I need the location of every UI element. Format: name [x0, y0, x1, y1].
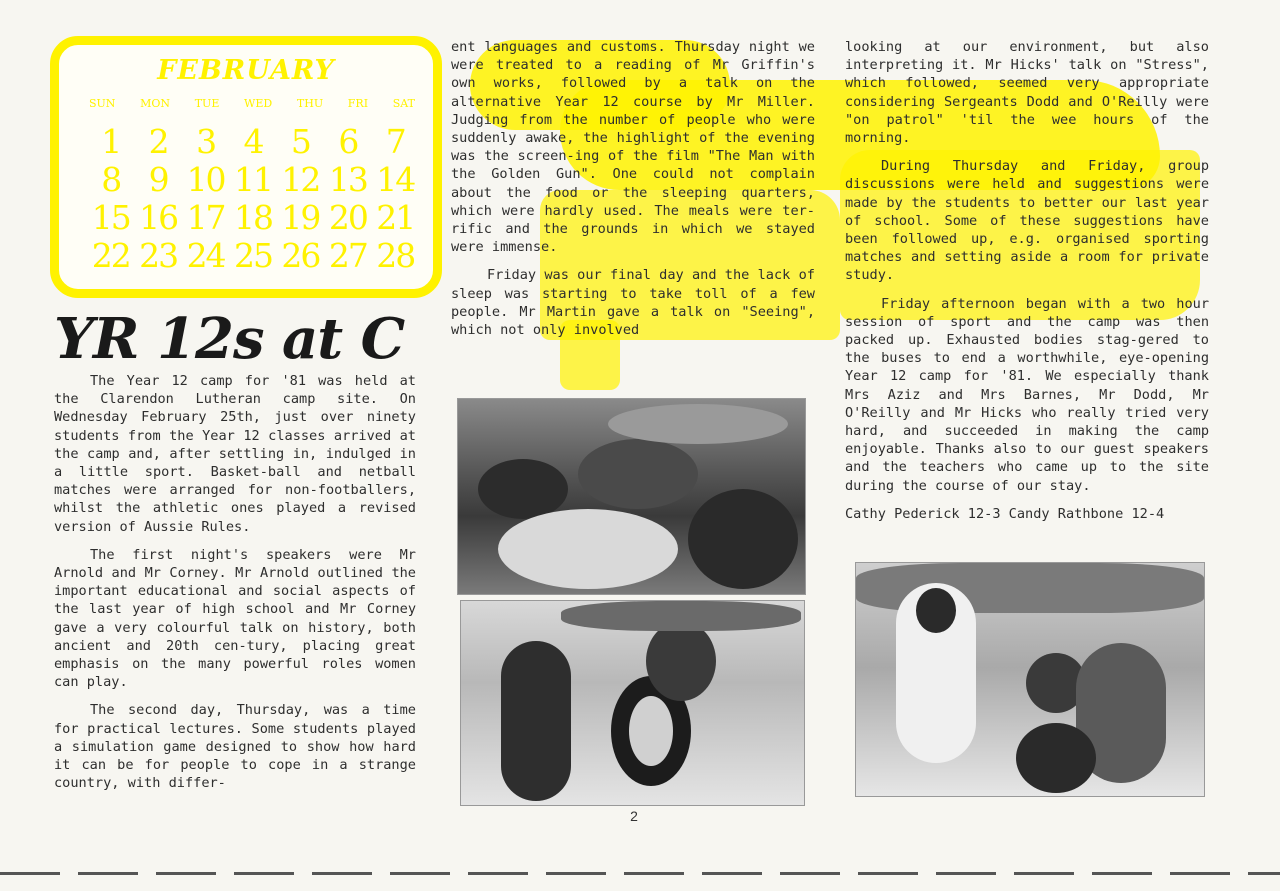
calendar-date: 27 [328, 236, 367, 275]
calendar-date: 26 [281, 236, 320, 275]
paragraph: The first night's speakers were Mr Arnold and Mr Corney. Mr Arnold outlined the important educational and social aspects of the last year of high school and Mr Corney gave a very colourful talk on history, both ancient and 20th cen-tury, placing great emphasis on the many powerful roles women can play. [54, 546, 416, 691]
bottom-divider [0, 872, 1280, 875]
weekday-label: FRI [347, 97, 369, 110]
paragraph: The Year 12 camp for '81 was held at the Clarendon Lutheran camp site. On Wednesday February 25th, just over ninety students from the Year 12 classes arrived at the camp and, after settling in, indulged in a little sport. Basket-ball and netball matches were arranged for non-footballers, whilst the athletic ones played a revised version of Aussie Rules. [54, 373, 416, 535]
calendar-date: 14 [376, 160, 415, 199]
calendar-date: 8 [101, 160, 121, 199]
calendar-date: 21 [376, 198, 415, 237]
weekday-label: WED [244, 97, 273, 110]
calendar-date: 20 [328, 198, 367, 237]
calendar-date: 6 [338, 122, 358, 161]
paragraph: The second day, Thursday, was a time for practical lectures. Some students played a simulation game designed to show how hard it can be for people to cope in a strange country, with differ- [54, 702, 416, 792]
calendar-date: 13 [328, 160, 367, 199]
paragraph: During Thursday and Friday, group discussions were held and suggestions were made by the students to better our last year of school. Some of these suggestions have been followed up, e.g. organised sporting matches and setting aside a room for private study. [845, 158, 1209, 284]
calendar-date: 22 [91, 236, 130, 275]
calendar-date: 12 [281, 160, 320, 199]
weekday-label: THU [296, 97, 324, 110]
calendar-date: 10 [186, 160, 225, 199]
calendar-date: 24 [186, 236, 225, 275]
calendar-date: 11 [233, 160, 272, 199]
article-byline: Cathy Pederick 12-3 Candy Rathbone 12-4 [845, 505, 1165, 522]
article-column-1 [54, 372, 416, 802]
weekday-label: TUE [194, 97, 220, 110]
weekday-label: SUN [89, 97, 116, 110]
calendar-month: FEBRUARY [157, 55, 335, 86]
calendar-dates [87, 123, 419, 275]
calendar-date: 19 [281, 198, 320, 237]
calendar-date: 1 [101, 122, 121, 161]
article-headline: YR 12s at C [54, 306, 405, 372]
weekday-label: SAT [392, 97, 415, 110]
calendar-date: 17 [186, 198, 225, 237]
calendar-date: 25 [233, 236, 272, 275]
tree-group-photo [855, 562, 1205, 797]
calendar-weekdays [89, 97, 415, 110]
calendar-date: 23 [139, 236, 178, 275]
tyre-swing-photo [460, 600, 805, 806]
paragraph: ent languages and customs. Thursday night we were treated to a reading of Mr Griffin's own works, followed by a talk on the alternative Year 12 course by Mr Miller. Judging from the number of people who were suddenly awake, the highlight of the evening was the screen-ing of the film "The Man with the Golden Gun". One could not complain about the food or the sleeping quarters, which were hardly used. The meals were ter-rific and the grounds in which we stayed were immense. [451, 39, 815, 256]
article-column-2 [451, 38, 815, 349]
paragraph: Friday was our final day and the lack of sleep was starting to take toll of a few people. Mr Martin gave a talk on "Seeing", which not only involved [451, 267, 815, 339]
weekday-label: MON [140, 97, 171, 110]
calendar-date: 3 [196, 122, 216, 161]
calendar-date: 9 [148, 160, 168, 199]
paragraph: Friday afternoon began with a two hour session of sport and the camp was then packed up. Exhausted bodies stag-gered to the buses to end a worthwhile, eye-opening Year 12 camp for '81. We especially thank Mrs Aziz and Mrs Barnes, Mr Dodd, Mr O'Reilly and Mr Hicks who really tried very hard, and succeeded in making the camp enjoyable. Thanks also to our guest speakers and the teachers who came up to the site during the course of our stay. [845, 295, 1209, 494]
calendar-date: 7 [385, 122, 405, 161]
february-calendar [50, 36, 442, 298]
calendar-date: 28 [376, 236, 415, 275]
calendar-date: 18 [233, 198, 272, 237]
calendar-date: 4 [243, 122, 263, 161]
paragraph: looking at our environment, but also interpreting it. Mr Hicks' talk on "Stress", which followed, seemed very appropriate considering Sergeants Dodd and O'Reilly were "on patrol" 'til the wee hours of the morning. [845, 39, 1209, 147]
calendar-date: 15 [91, 198, 130, 237]
page-number: 2 [630, 808, 638, 824]
article-column-3 [845, 38, 1209, 533]
calendar-date: 16 [139, 198, 178, 237]
calendar-date: 2 [148, 122, 168, 161]
calendar-date: 5 [290, 122, 310, 161]
dining-hall-photo [457, 398, 806, 595]
